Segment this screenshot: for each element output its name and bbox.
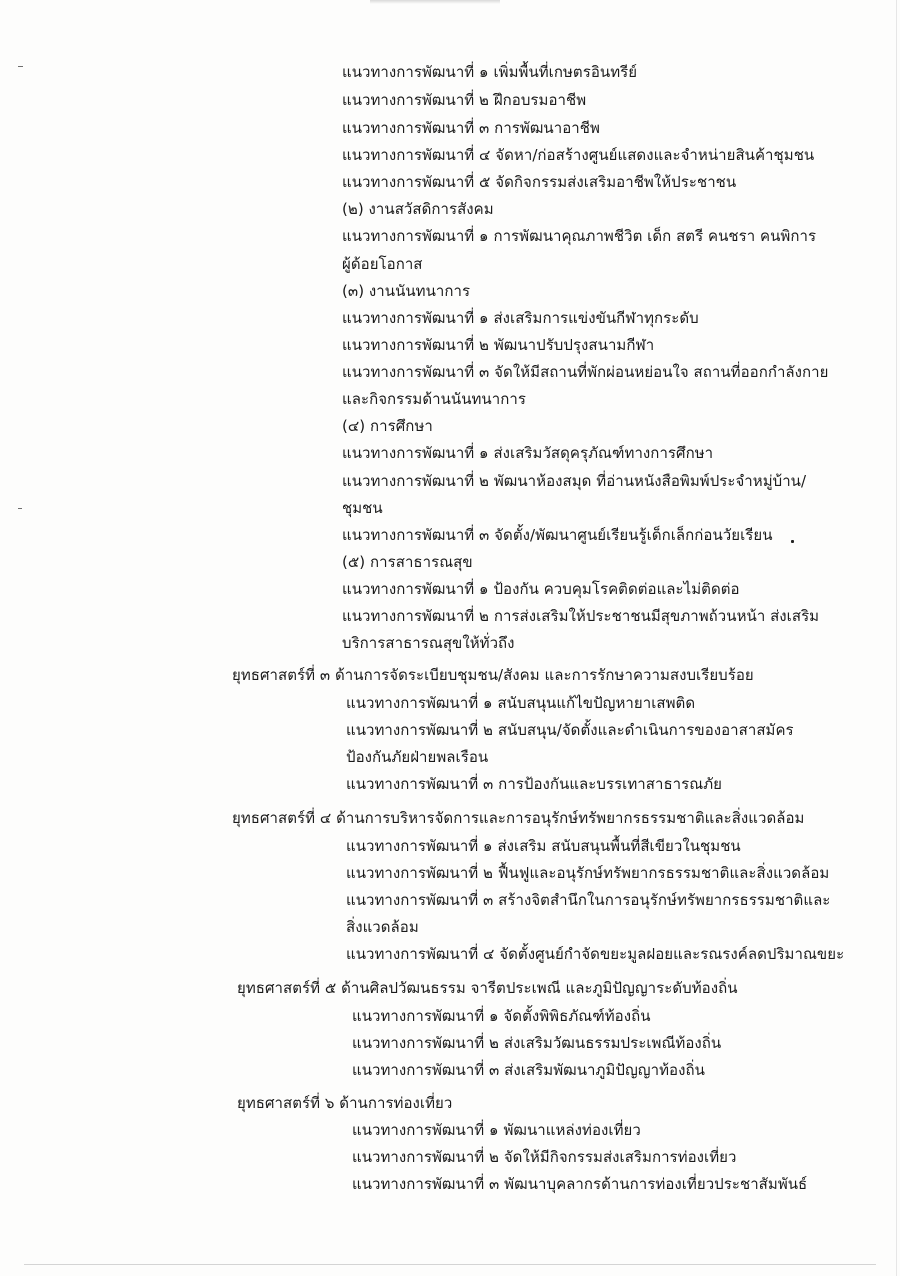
scan-speck	[18, 66, 23, 67]
development-guideline: แนวทางการพัฒนาที่ ๓ ส่งเสริมพัฒนาภูมิปัญญาท้องถิ่น	[352, 1061, 705, 1079]
guideline-continuation: ป้องกันภัยฝ่ายพลเรือน	[346, 748, 489, 766]
scan-speck	[791, 540, 794, 543]
guideline-continuation: บริการสาธารณสุขให้ทั่วถึง	[342, 634, 515, 652]
development-guideline: แนวทางการพัฒนาที่ ๑ เพิ่มพื้นที่เกษตรอินทรีย์	[342, 63, 638, 81]
scan-speck	[18, 508, 22, 509]
development-guideline: แนวทางการพัฒนาที่ ๓ พัฒนาบุคลากรด้านการท่องเที่ยวประชาสัมพันธ์	[352, 1175, 808, 1193]
development-guideline: แนวทางการพัฒนาที่ ๑ จัดตั้งพิพิธภัณฑ์ท้องถิ่น	[352, 1007, 651, 1025]
guideline-continuation: และกิจกรรมด้านนันทนาการ	[342, 390, 526, 408]
development-guideline: แนวทางการพัฒนาที่ ๒ ฟื้นฟูและอนุรักษ์ทรัพยากรธรรมชาติและสิ่งแวดล้อม	[346, 864, 830, 882]
strategy-heading: ยุทธศาสตร์ที่ ๓ ด้านการจัดระเบียบชุมชน/สังคม และการรักษาความสงบเรียบร้อย	[232, 666, 754, 684]
strategy-heading: ยุทธศาสตร์ที่ ๔ ด้านการบริหารจัดการและการอนุรักษ์ทรัพยากรธรรมชาติและสิ่งแวดล้อม	[232, 809, 805, 827]
development-guideline: แนวทางการพัฒนาที่ ๑ การพัฒนาคุณภาพชีวิต เด็ก สตรี คนชรา คนพิการ	[342, 227, 817, 245]
development-guideline: แนวทางการพัฒนาที่ ๑ สนับสนุนแก้ไขปัญหายาเสพติด	[346, 694, 696, 712]
guideline-continuation: ชุมชน	[342, 499, 383, 517]
development-guideline: แนวทางการพัฒนาที่ ๓ จัดให้มีสถานที่พักผ่อนหย่อนใจ สถานที่ออกกำลังกาย	[342, 363, 829, 381]
development-guideline: แนวทางการพัฒนาที่ ๔ จัดหา/ก่อสร้างศูนย์แสดงและจำหน่ายสินค้าชุมชน	[342, 146, 815, 164]
development-guideline: แนวทางการพัฒนาที่ ๔ จัดตั้งศูนย์กำจัดขยะมูลฝอยและรณรงค์ลดปริมาณขยะ	[346, 945, 845, 963]
development-guideline: แนวทางการพัฒนาที่ ๑ ป้องกัน ควบคุมโรคติดต่อและไม่ติดต่อ	[342, 580, 740, 598]
development-guideline: แนวทางการพัฒนาที่ ๕ จัดกิจกรรมส่งเสริมอาชีพให้ประชาชน	[342, 173, 737, 191]
development-guideline: แนวทางการพัฒนาที่ ๒ พัฒนาห้องสมุด ที่อ่านหนังสือพิมพ์ประจำหมู่บ้าน/	[342, 472, 807, 490]
development-guideline: แนวทางการพัฒนาที่ ๑ ส่งเสริมวัสดุครุภัณฑ์ทางการศึกษา	[342, 444, 714, 462]
scan-smudge	[370, 0, 500, 4]
development-guideline: แนวทางการพัฒนาที่ ๓ จัดตั้ง/พัฒนาศูนย์เรียนรู้เด็กเล็กก่อนวัยเรียน	[342, 526, 773, 544]
development-guideline: แนวทางการพัฒนาที่ ๓ การพัฒนาอาชีพ	[342, 119, 600, 137]
development-guideline: แนวทางการพัฒนาที่ ๒ การส่งเสริมให้ประชาชนมีสุขภาพถ้วนหน้า ส่งเสริม	[342, 607, 820, 625]
section-heading: (๕) การสาธารณสุข	[342, 553, 473, 571]
development-guideline: แนวทางการพัฒนาที่ ๒ จัดให้มีกิจกรรมส่งเสริมการท่องเที่ยว	[352, 1148, 737, 1166]
development-guideline: แนวทางการพัฒนาที่ ๑ ส่งเสริมการแข่งขันกีฬาทุกระดับ	[342, 309, 699, 327]
guideline-continuation: สิ่งแวดล้อม	[346, 918, 419, 936]
page-edge	[896, 0, 897, 1276]
section-heading: (๓) งานนันทนาการ	[342, 282, 471, 300]
page-bottom-line	[24, 1264, 876, 1265]
development-guideline: แนวทางการพัฒนาที่ ๑ พัฒนาแหล่งท่องเที่ยว	[352, 1121, 641, 1139]
development-guideline: แนวทางการพัฒนาที่ ๑ ส่งเสริม สนับสนุนพื้นที่สีเขียวในชุมชน	[346, 837, 741, 855]
development-guideline: แนวทางการพัฒนาที่ ๓ สร้างจิตสำนึกในการอนุรักษ์ทรัพยากรธรรมชาติและ	[346, 891, 831, 909]
development-guideline: แนวทางการพัฒนาที่ ๒ ฝึกอบรมอาชีพ	[342, 91, 587, 109]
development-guideline: แนวทางการพัฒนาที่ ๒ สนับสนุน/จัดตั้งและดำเนินการของอาสาสมัคร	[346, 721, 794, 739]
development-guideline: แนวทางการพัฒนาที่ ๒ พัฒนาปรับปรุงสนามกีฬา	[342, 336, 655, 354]
strategy-heading: ยุทธศาสตร์ที่ ๕ ด้านศิลปวัฒนธรรม จารีตประเพณี และภูมิปัญญาระดับท้องถิ่น	[237, 979, 738, 997]
section-heading: (๔) การศึกษา	[342, 417, 433, 435]
guideline-continuation: ผู้ด้อยโอกาส	[342, 255, 423, 273]
development-guideline: แนวทางการพัฒนาที่ ๓ การป้องกันและบรรเทาสาธารณภัย	[346, 775, 722, 793]
development-guideline: แนวทางการพัฒนาที่ ๒ ส่งเสริมวัฒนธรรมประเพณีท้องถิ่น	[352, 1034, 722, 1052]
section-heading: (๒) งานสวัสดิการสังคม	[342, 200, 494, 218]
strategy-heading: ยุทธศาสตร์ที่ ๖ ด้านการท่องเที่ยว	[237, 1094, 453, 1112]
